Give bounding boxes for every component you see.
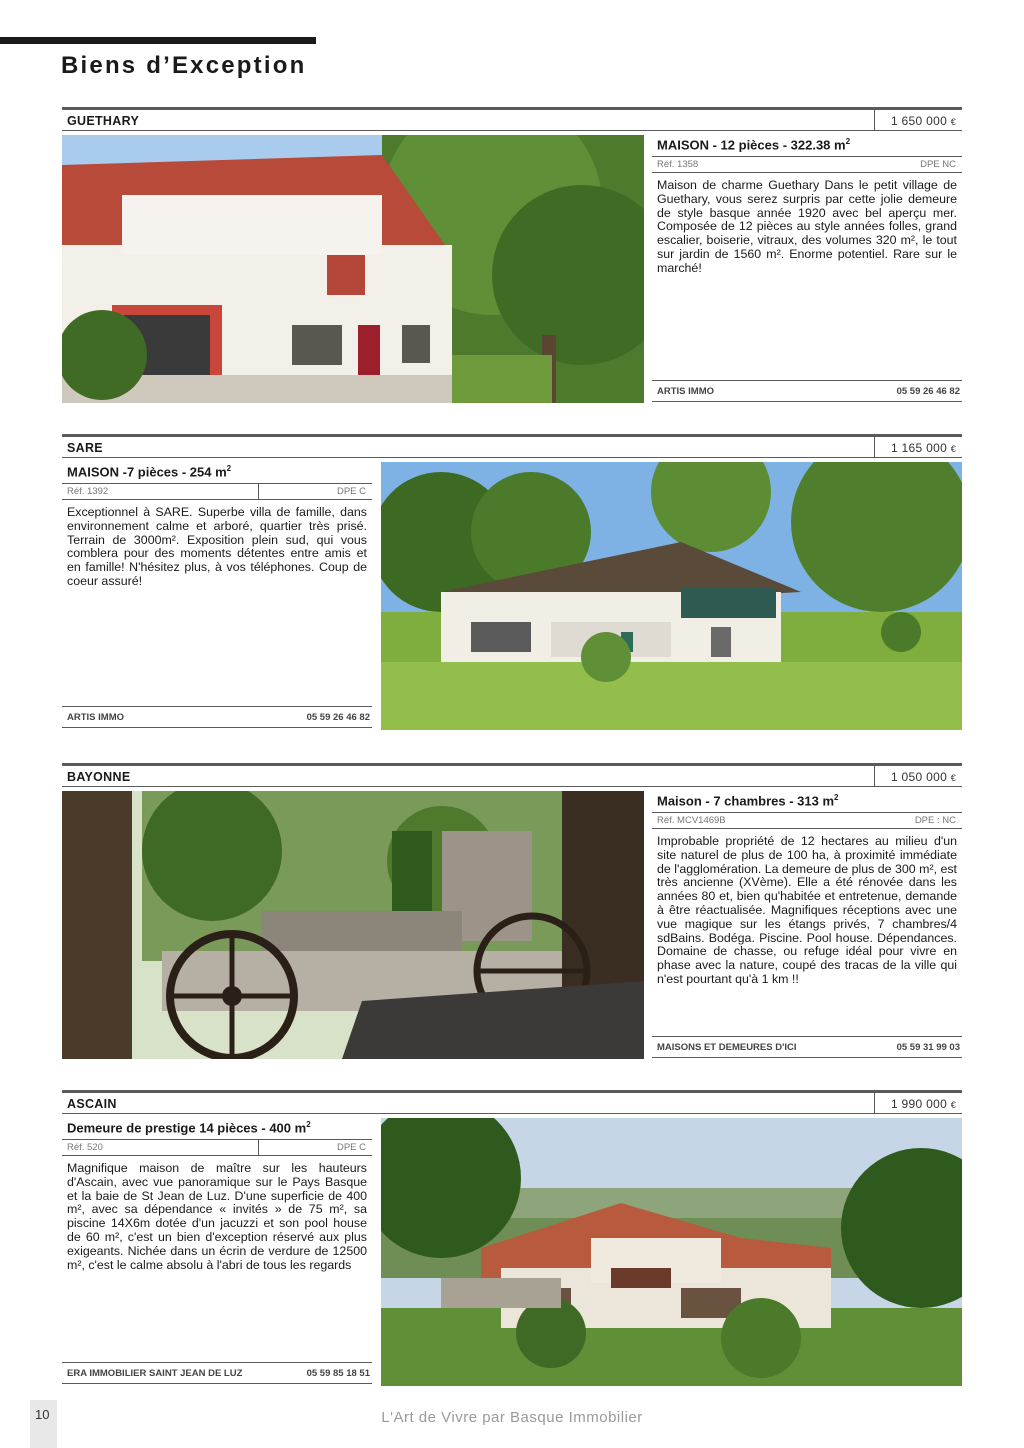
property-ref: Réf. 1392 [67, 486, 109, 497]
ref-divider [258, 484, 259, 499]
listing-header [62, 1090, 962, 1114]
listing-photo-sare [381, 462, 962, 730]
listing-bayonne [62, 763, 962, 787]
listing-price: 1 990 000 € [874, 1093, 962, 1113]
property-title: MAISON - 12 pièces - 322.38 $m^2$ [652, 135, 962, 157]
property-ref: Réf. MCV1469B [657, 815, 726, 826]
listing-info-ascain [62, 1118, 372, 1386]
listing-price: 1 050 000 € [874, 766, 962, 786]
listing-header [62, 107, 962, 131]
ref-row [62, 484, 372, 500]
property-dpe: DPE : NC [914, 815, 956, 826]
agency-phone: 05 59 31 99 03 [896, 1042, 960, 1053]
ref-divider [258, 1140, 259, 1155]
footer-tagline: L'Art de Vivre par Basque Immobilier [381, 1409, 643, 1426]
top-rule [0, 37, 316, 44]
agency-phone: 05 59 26 46 82 [896, 386, 960, 397]
listing-city: ASCAIN [67, 1097, 117, 1111]
property-title: Demeure de prestige 14 pièces - 400 $m^2$ [62, 1118, 372, 1140]
property-dpe: DPE C [336, 486, 366, 497]
listing-info-bayonne [652, 791, 962, 1059]
listing-price: 1 165 000 € [874, 437, 962, 457]
section-title: Biens d’Exception [61, 52, 307, 79]
listing-sare [62, 434, 962, 458]
listing-info-sare [62, 462, 372, 730]
listing-city: GUETHARY [67, 114, 140, 128]
property-ref: Réf. 520 [67, 1142, 103, 1153]
property-ref: Réf. 1358 [657, 159, 699, 170]
ref-row [652, 813, 962, 829]
listing-city: BAYONNE [67, 770, 131, 784]
agency-name: ERA IMMOBILIER SAINT JEAN DE LUZ [67, 1368, 243, 1379]
listing-photo-ascain [381, 1118, 962, 1386]
agency-phone: 05 59 26 46 82 [306, 712, 370, 723]
listing-guethary [62, 107, 962, 131]
property-description: Improbable propriété de 12 hectares au milieu d'un site naturel de plus de 100 ha, à proximité immédiate de l'agglomération. La demeure de plus de 300 m², est très ancienne (XVème). Elle a été rénovée dans les années 80 et, bien qu'habitée et entretenue, demande à être réactualisée. Magnifiques réceptions avec une vue magique sur les étangs privés, 7 chambres/4 sdBains. Bodéga. Piscine. Pool house. Dépendances. Domaine de chasse, ou refuge idéal pour vivre en phase avec la nature, coupé des tracas de la ville qui n'est pourtant qu'à 1 km !! [657, 834, 957, 986]
listing-info-guethary [652, 135, 962, 403]
property-dpe: DPE C [336, 1142, 366, 1153]
agency-footer [62, 1362, 372, 1384]
ref-row [62, 1140, 372, 1156]
listing-photo-bayonne [62, 791, 644, 1059]
agency-phone: 05 59 85 18 51 [306, 1368, 370, 1379]
ref-row [652, 157, 962, 173]
property-title: MAISON -7 pièces - 254 $m^2$ [62, 462, 372, 484]
property-dpe: DPE NC [920, 159, 956, 170]
agency-name: ARTIS IMMO [67, 712, 124, 723]
listing-ascain [62, 1090, 962, 1114]
listing-price: 1 650 000 € [874, 110, 962, 130]
property-description: Magnifique maison de maître sur les hauteurs d'Ascain, avec vue panoramique sur le Pays Basque et la baie de St Jean de Luz. D'une superficie de 400 m², avec sa dépendance « invités » de 75 m², sa piscine 14X6m dotée d'un jacuzzi et son pool house de 60 m², c'est un bien d'exception réservé aux plus exigeants. Nichée dans un écrin de verdure de 12500 m², c'est le calme absolu à l'abri de tous les regards [67, 1161, 367, 1272]
listing-header [62, 763, 962, 787]
agency-footer [62, 706, 372, 728]
listing-header [62, 434, 962, 458]
page-number: 10 [35, 1407, 50, 1422]
listing-photo-guethary [62, 135, 644, 403]
agency-name: ARTIS IMMO [657, 386, 714, 397]
property-title: Maison - 7 chambres - 313 $m^2$ [652, 791, 962, 813]
agency-name: MAISONS ET DEMEURES D'ICI [657, 1042, 797, 1053]
property-description: Maison de charme Guethary Dans le petit village de Guethary, vous serez surpris par cette jolie demeure de style basque année 1920 avec bel aperçu mer. Composée de 12 pièces au style années folles, grand escalier, boiserie, vitraux, des volumes 320 m², le tout sur jardin de 1560 m². Enorme potentiel. Rare sur le marché! [657, 178, 957, 275]
agency-footer [652, 1036, 962, 1058]
listing-city: SARE [67, 441, 103, 455]
agency-footer [652, 380, 962, 402]
property-description: Exceptionnel à SARE. Superbe villa de famille, dans environnement calme et arboré, quartier très prisé. Terrain de 3000m². Exposition plein sud, qui vous comblera pour des moments détentes entre amis et en famille! N'hésitez plus, à vos téléphones. Coup de coeur assuré! [67, 505, 367, 588]
